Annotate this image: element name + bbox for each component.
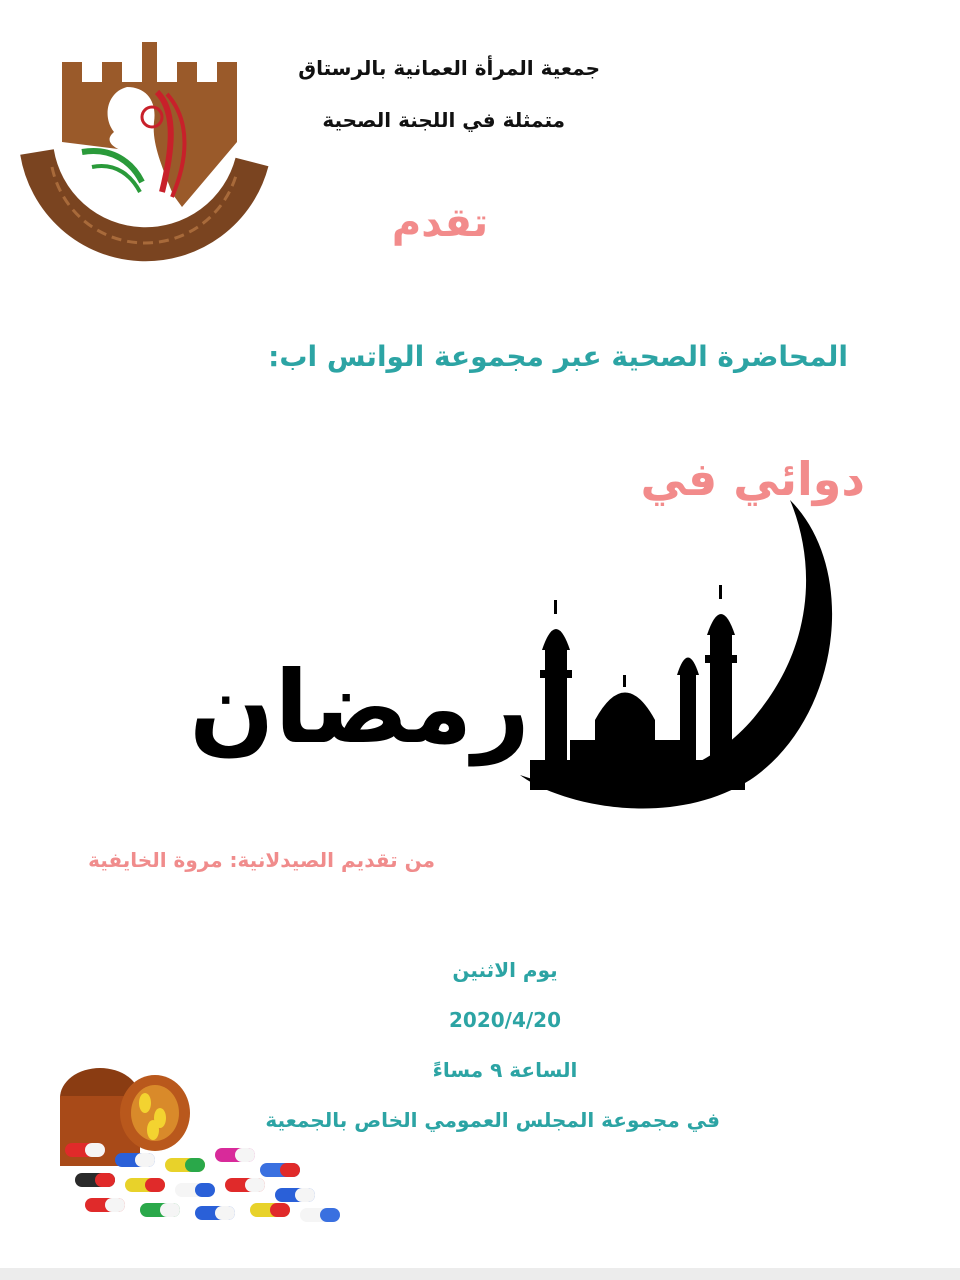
event-place: في مجموعة المجلس العمومي الخاص بالجمعية: [265, 1108, 720, 1132]
presents-heading: تقدم: [391, 200, 489, 246]
committee-name: متمثلة في اللجنة الصحية: [322, 108, 565, 132]
event-day: يوم الاثنين: [452, 958, 558, 982]
event-time: الساعة ٩ مساءً: [432, 1058, 578, 1082]
pills-bottle-image: [45, 1058, 345, 1228]
title-part-1: دوائي في: [640, 452, 865, 506]
footer-divider: [0, 1268, 960, 1280]
event-date: 2020/4/20: [448, 1008, 562, 1032]
presenter-line: من تقديم الصيدلانية: مروة الخايفية: [88, 848, 435, 872]
organization-name: جمعية المرأة العمانية بالرستاق: [298, 56, 600, 80]
crescent-mosque-icon: [470, 490, 890, 820]
title-part-2: رمضان: [189, 649, 530, 766]
association-logo: [22, 32, 262, 272]
lecture-label: المحاضرة الصحية عبر مجموعة الواتس اب:: [268, 340, 848, 373]
